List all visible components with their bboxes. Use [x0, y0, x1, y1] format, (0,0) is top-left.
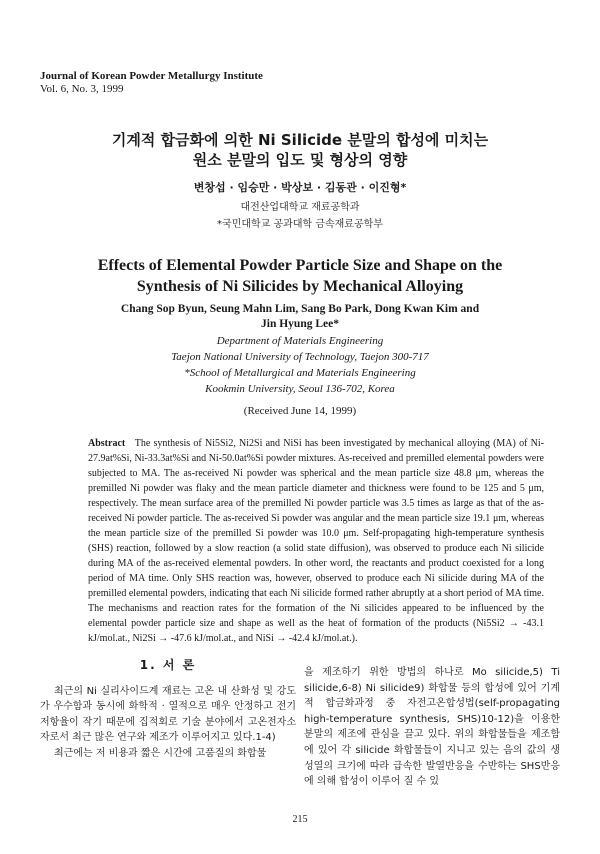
journal-header	[40, 70, 263, 96]
left-paragraph-2: 최근에는 저 비용과 짧은 시간에 고품질의 화합물	[54, 747, 267, 759]
english-affiliation-3: *School of Metallurgical and Materials Engineering	[184, 367, 416, 379]
abstract	[88, 436, 544, 646]
english-authors	[0, 302, 600, 332]
korean-affiliation-2: *국민대학교 공과대학 금속재료공학부	[217, 219, 383, 230]
abstract-label: Abstract	[88, 438, 126, 449]
journal-volume: Vol. 6, No. 3, 1999	[40, 83, 124, 95]
korean-authors: 변창섭 · 임승만 · 박상보 · 김동관 · 이진형*	[193, 181, 407, 194]
korean-title	[0, 130, 600, 170]
body-right-column	[304, 665, 560, 790]
korean-title-line1: 기계적 합금화에 의한 Ni Silicide 분말의 합성에 미치는	[111, 131, 489, 149]
english-affiliation-1: Department of Materials Engineering	[216, 335, 384, 347]
left-paragraph-1: 최근의 Ni 실리사이드계 재료는 고온 내 산화성 및 강도가 우수함과 동시에 화학적 · 열적으로 매우 안정하고 전기 저항율이 작기 때문에 집적회로 기술 분야에서 고온전자소자로서 최근 많은 연구와 제조가 이루어지고 있다.1-4)	[40, 685, 296, 744]
abstract-text: The synthesis of Ni5Si2, Ni2Si and NiSi has been investigated by mechanical alloying (MA) of Ni-27.9at%Si, Ni-33.3at%Si and Ni-50.0at%Si powder mixtures. As-received and premilled elemental powders were subjected to MA. The as-received Ni powder was spherical and the mean particle size 48.8 μm, whereas the premilled Ni powder was flaky and the mean particle diameter and thickness were found to be 125 and 5 μm, respectively. The mean surface area of the premilled Ni powder particle was 3.5 times as large as that of the as-received Ni powder particle. The as-received Si powder was angular and the mean particle size 19.1 μm, whereas the mean particle size of the premilled Si powder was 10.0 μm. Self-propagating high-temperature synthesis (SHS) reaction, followed by a slow reaction (a solid state diffusion), was observed to produce each Ni silicide during MA of the as-received elemental powders. In other word, the reactants and product coexisted for a long period of MA time. Only SHS reaction was, however, observed to produce each Ni silicide during MA of the premilled elemental powders, indicating that each Ni silicide formed rather abruptly at a short period of MA time. The mechanisms and reaction rates for the formation of the Ni silicides appeared to be influenced by the elemental powder particle size and shape as well as the heat of formation of the products (Ni5Si2 → -43.1 kJ/mol.at., Ni2Si → -47.6 kJ/mol.at., and NiSi → -42.4 kJ/mol.at.).	[88, 438, 544, 644]
english-title-line1: Effects of Elemental Powder Particle Size and Shape on the	[97, 257, 503, 274]
english-title	[0, 255, 600, 297]
english-authors-line1: Chang Sop Byun, Seung Mahn Lim, Sang Bo Park, Dong Kwan Kim and	[120, 303, 480, 315]
page-number: 215	[292, 814, 308, 825]
korean-affiliation-1: 대전산업대학교 재료공학과	[240, 202, 360, 213]
english-affiliation-2: Taejon National University of Technology, Taejon 300-717	[171, 351, 429, 363]
english-title-line2: Synthesis of Ni Silicides by Mechanical Alloying	[136, 278, 464, 295]
english-affiliation-4: Kookmin University, Seoul 136-702, Korea	[205, 383, 395, 395]
journal-name: Journal of Korean Powder Metallurgy Institute	[40, 70, 263, 82]
section-title: 1. 서 론	[139, 658, 197, 672]
english-authors-line2: Jin Hyung Lee*	[261, 318, 339, 330]
right-paragraph: 을 제조하기 위한 방법의 하나로 Mo silicide,5) Ti silicide,6-8) Ni silicide9) 화합물 등의 합성에 있어 기계적 합금화과정 중 자전고온합성법(self-propagating high-temperature synthesis, SHS)10-12)을 이용한 분말의 제조에 관심을 끌고 있다. 위의 화합물들을 제조함에 있어 각 silicide 화합물들이 지니고 있는 음의 값의 생성열의 크기에 따라 급속한 발열반응을 수반하는 SHS반응에 의해 합성이 이루어 질 수 있	[304, 667, 560, 788]
korean-title-line2: 원소 분말의 입도 및 형상의 영향	[192, 151, 408, 169]
received-date: (Received June 14, 1999)	[243, 405, 357, 417]
body-left-column	[40, 658, 296, 762]
